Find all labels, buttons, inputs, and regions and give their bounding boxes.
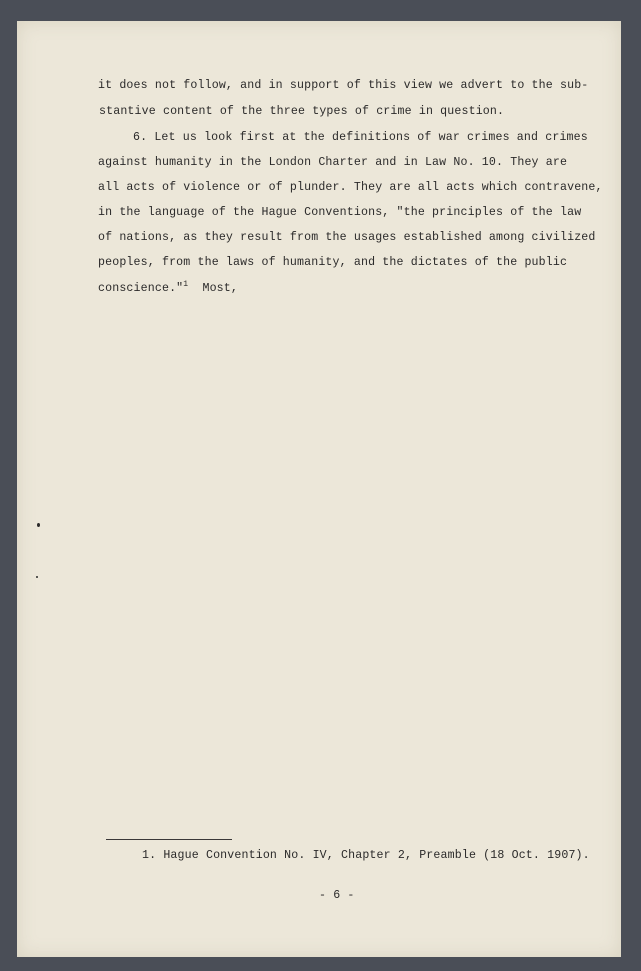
paragraph-6-line-1: 6. Let us look first at the definitions of war crimes and crimes <box>133 131 588 144</box>
body-line-9-gap <box>188 282 202 295</box>
footnote-separator <box>106 839 232 840</box>
body-line-6: in the language of the Hague Conventions, "the principles of the law <box>98 206 582 219</box>
body-line-5: all acts of violence or of plunder. They are all acts which contravene, <box>98 181 603 194</box>
document-page <box>17 21 621 957</box>
body-line-9 <box>98 280 239 295</box>
page-number: - 6 - <box>319 889 355 902</box>
body-line-2: stantive content of the three types of crime in question. <box>99 105 505 118</box>
margin-mark <box>37 523 40 527</box>
body-line-9-continuation: Most, <box>202 282 239 295</box>
margin-mark-small <box>36 576 38 578</box>
footnote-reference: 1 <box>183 280 189 289</box>
body-line-4: against humanity in the London Charter and in Law No. 10. They are <box>98 156 568 169</box>
body-line-9-text: conscience." <box>98 282 184 295</box>
footnote-text: 1. Hague Convention No. IV, Chapter 2, Preamble (18 Oct. 1907). <box>142 849 590 862</box>
body-line-1: it does not follow, and in support of this view we advert to the sub- <box>98 79 589 92</box>
body-line-8: peoples, from the laws of humanity, and the dictates of the public <box>98 256 568 269</box>
body-line-7: of nations, as they result from the usages established among civilized <box>98 231 596 244</box>
